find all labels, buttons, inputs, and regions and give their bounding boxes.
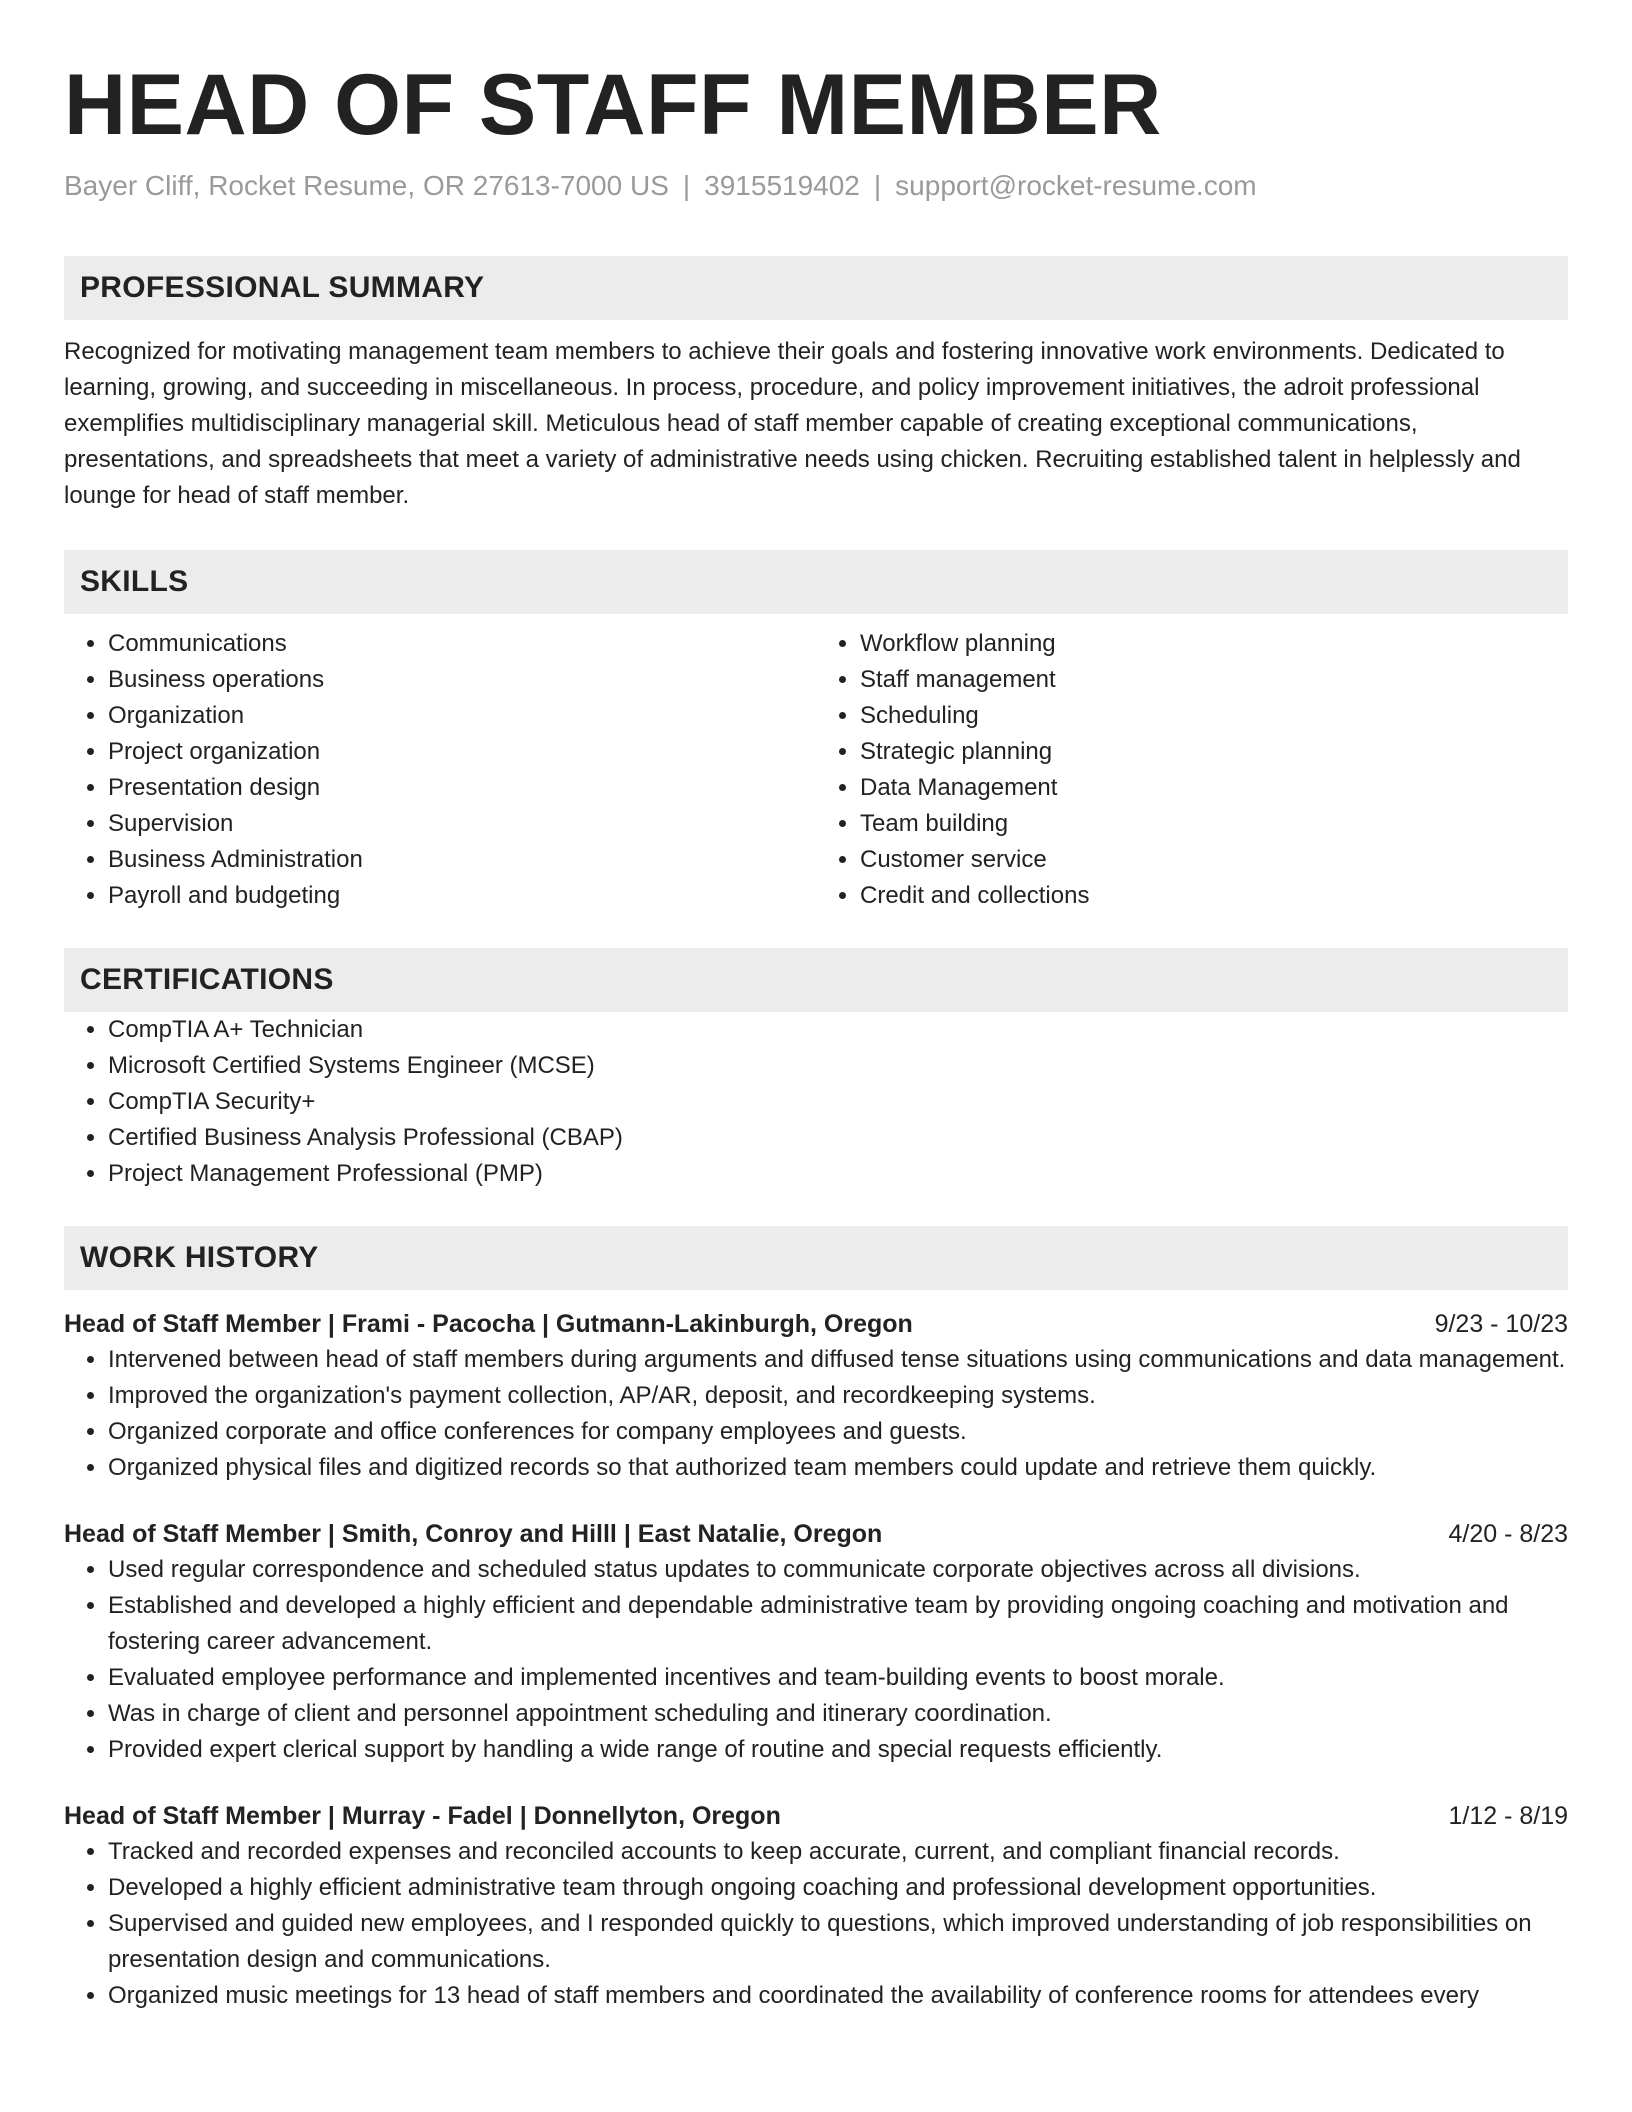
job-dates: 1/12 - 8/19 xyxy=(1448,1802,1568,1830)
contact-phone: 3915519402 xyxy=(704,170,860,201)
contact-separator: | xyxy=(682,170,691,201)
job-title: Head of Staff Member | Smith, Conroy and Hilll | East Natalie, Oregon xyxy=(64,1520,883,1548)
skills-list-right xyxy=(816,626,1568,914)
job-dates: 9/23 - 10/23 xyxy=(1434,1310,1568,1338)
certification-item: • Microsoft Certified Systems Engineer (MCSE) xyxy=(108,1048,1568,1084)
job-bullet: • Intervened between head of staff members during arguments and diffused tense situations using communications and data management. xyxy=(108,1342,1568,1378)
certifications-list xyxy=(64,1012,1568,1192)
job-bullet: • Improved the organization's payment collection, AP/AR, deposit, and recordkeeping systems. xyxy=(108,1378,1568,1414)
skills-grid xyxy=(64,626,1568,914)
certification-item: • CompTIA A+ Technician xyxy=(108,1012,1568,1048)
skill-item: • Organization xyxy=(108,698,816,734)
skills-section xyxy=(64,550,1568,914)
job-bullet: • Supervised and guided new employees, and I responded quickly to questions, which improved understanding of job responsibilities on presentation design and communications. xyxy=(108,1906,1568,1978)
certification-item: • Certified Business Analysis Professional (CBAP) xyxy=(108,1120,1568,1156)
skill-item: • Scheduling xyxy=(860,698,1568,734)
summary-text: Recognized for motivating management team members to achieve their goals and fostering innovative work environments. Dedicated to learning, growing, and succeeding in miscellaneous. In process, procedure, and policy improvement initiatives, the adroit professional exemplifies multidisciplinary managerial skill. Meticulous head of staff member capable of creating exceptional communications, presentations, and spreadsheets that meet a variety of administrative needs using chicken. Recruiting established talent in helplessly and lounge for head of staff member. xyxy=(64,338,1521,509)
job-entry xyxy=(64,1516,1568,1768)
skill-item: • Business Administration xyxy=(108,842,816,878)
skill-item: • Payroll and budgeting xyxy=(108,878,816,914)
job-bullet: • Was in charge of client and personnel appointment scheduling and itinerary coordination. xyxy=(108,1696,1568,1732)
contact-line xyxy=(64,168,1568,204)
job-bullet-list xyxy=(64,1342,1568,1486)
skill-item: • Presentation design xyxy=(108,770,816,806)
job-bullet-list xyxy=(64,1552,1568,1768)
job-dates: 4/20 - 8/23 xyxy=(1448,1520,1568,1548)
certification-item: • Project Management Professional (PMP) xyxy=(108,1156,1568,1192)
skill-item: • Staff management xyxy=(860,662,1568,698)
contact-address: Bayer Cliff, Rocket Resume, OR 27613-7000 US xyxy=(64,170,669,201)
job-title: Head of Staff Member | Murray - Fadel | Donnellyton, Oregon xyxy=(64,1802,781,1830)
skill-item: • Supervision xyxy=(108,806,816,842)
job-bullet-list xyxy=(64,1834,1568,2014)
skill-item: • Team building xyxy=(860,806,1568,842)
skills-list-left xyxy=(64,626,816,914)
skill-item: • Data Management xyxy=(860,770,1568,806)
job-bullet: • Organized corporate and office conferences for company employees and guests. xyxy=(108,1414,1568,1450)
job-bullet: • Developed a highly efficient administrative team through ongoing coaching and professional development opportunities. xyxy=(108,1870,1568,1906)
job-header xyxy=(64,1516,1568,1552)
skill-item: • Customer service xyxy=(860,842,1568,878)
candidate-name: HEAD OF STAFF MEMBER xyxy=(64,57,1162,153)
skill-item: • Communications xyxy=(108,626,816,662)
job-header xyxy=(64,1798,1568,1834)
job-bullet: • Organized physical files and digitized records so that authorized team members could update and retrieve them quickly. xyxy=(108,1450,1568,1486)
skill-item: • Strategic planning xyxy=(860,734,1568,770)
job-bullet: • Established and developed a highly efficient and dependable administrative team by providing ongoing coaching and motivation and fostering career advancement. xyxy=(108,1588,1568,1660)
section-heading: WORK HISTORY xyxy=(64,1226,1568,1290)
certifications-section xyxy=(64,948,1568,1192)
skill-item: • Workflow planning xyxy=(860,626,1568,662)
section-heading: PROFESSIONAL SUMMARY xyxy=(64,256,1568,320)
job-title: Head of Staff Member | Frami - Pacocha | Gutmann-Lakinburgh, Oregon xyxy=(64,1310,913,1338)
skill-item: • Business operations xyxy=(108,662,816,698)
skill-item: • Project organization xyxy=(108,734,816,770)
work-history-section xyxy=(64,1226,1568,2014)
contact-email: support@rocket-resume.com xyxy=(895,170,1257,201)
contact-separator: | xyxy=(873,170,882,201)
section-heading: CERTIFICATIONS xyxy=(64,948,1568,1012)
professional-summary-section xyxy=(64,256,1568,514)
section-heading: SKILLS xyxy=(64,550,1568,614)
job-bullet: • Used regular correspondence and scheduled status updates to communicate corporate objectives across all divisions. xyxy=(108,1552,1568,1588)
job-entry xyxy=(64,1798,1568,2014)
job-bullet: • Organized music meetings for 13 head of staff members and coordinated the availability of conference rooms for attendees every xyxy=(108,1978,1568,2014)
certification-item: • CompTIA Security+ xyxy=(108,1084,1568,1120)
skill-item: • Credit and collections xyxy=(860,878,1568,914)
job-entry xyxy=(64,1306,1568,1486)
job-bullet: • Evaluated employee performance and implemented incentives and team-building events to boost morale. xyxy=(108,1660,1568,1696)
job-header xyxy=(64,1306,1568,1342)
job-bullet: • Provided expert clerical support by handling a wide range of routine and special requests efficiently. xyxy=(108,1732,1568,1768)
job-bullet: • Tracked and recorded expenses and reconciled accounts to keep accurate, current, and compliant financial records. xyxy=(108,1834,1568,1870)
